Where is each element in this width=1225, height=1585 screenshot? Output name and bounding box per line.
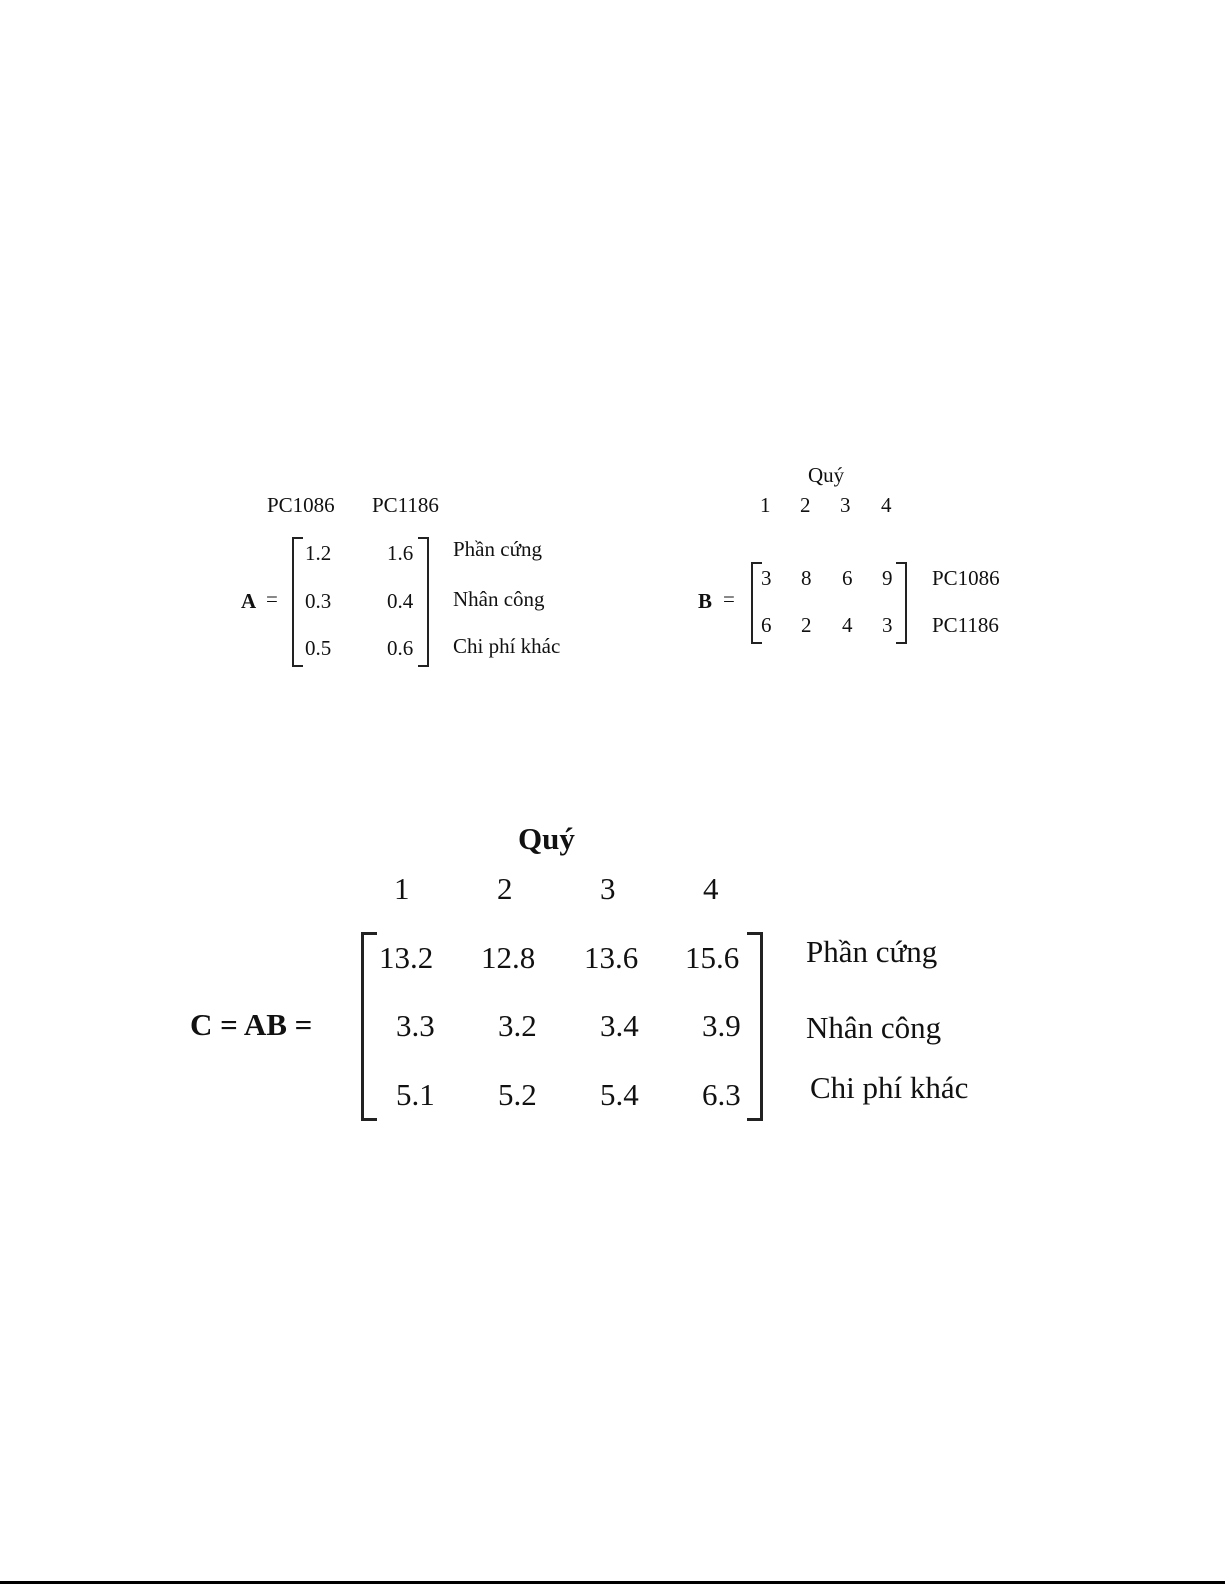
- matrix-b-row-label: PC1186: [932, 613, 999, 637]
- matrix-b-col-header: 3: [840, 493, 851, 517]
- matrix-a-cell: 0.6: [387, 636, 414, 660]
- matrix-c-col-header: 4: [703, 871, 719, 906]
- matrix-c-cell: 3.3: [396, 1008, 435, 1043]
- matrix-c-cell: 6.3: [702, 1077, 741, 1112]
- matrix-b-cell: 6: [842, 566, 853, 590]
- page-bottom-rule: [0, 1581, 1225, 1584]
- matrix-b-row-label: PC1086: [932, 566, 1000, 590]
- matrix-c-col-header: 1: [394, 871, 410, 906]
- matrix-c-row-label: Phần cứng: [806, 934, 938, 969]
- matrix-c-row-label: Chi phí khác: [810, 1070, 969, 1105]
- matrix-a-symbol: A: [241, 589, 257, 613]
- matrix-b-cell: 6: [761, 613, 772, 637]
- matrix-a-left-bracket: [292, 537, 303, 667]
- matrix-c-header-title: Quý: [518, 821, 575, 856]
- matrix-c-cell: 3.4: [600, 1008, 639, 1043]
- matrix-c-equation-lhs: C = AB =: [190, 1007, 313, 1042]
- matrix-c-row-label: Nhân công: [806, 1010, 942, 1045]
- matrix-a-cell: 0.3: [305, 589, 332, 613]
- matrix-b-cell: 4: [842, 613, 853, 637]
- matrix-b-equals: =: [723, 587, 735, 611]
- matrix-b-cell: 3: [882, 613, 893, 637]
- matrix-c-left-bracket: [361, 932, 377, 1121]
- matrix-c-cell: 3.2: [498, 1008, 537, 1043]
- matrix-b-col-header: 2: [800, 493, 811, 517]
- matrix-c-cell: 13.6: [584, 940, 639, 975]
- matrix-c-cell: 13.2: [379, 940, 434, 975]
- matrix-b-cell: 3: [761, 566, 772, 590]
- matrix-b-cell: 8: [801, 566, 812, 590]
- matrix-c-cell: 5.4: [600, 1077, 639, 1112]
- matrix-c-cell: 15.6: [685, 940, 740, 975]
- matrix-b-cell: 9: [882, 566, 893, 590]
- matrix-a-right-bracket: [418, 537, 429, 667]
- matrix-c-col-header: 3: [600, 871, 616, 906]
- matrix-a-cell: 0.4: [387, 589, 414, 613]
- matrix-c-col-header: 2: [497, 871, 513, 906]
- matrix-c-cell: 5.2: [498, 1077, 537, 1112]
- matrix-b-col-header: 4: [881, 493, 892, 517]
- matrix-c-right-bracket: [747, 932, 763, 1121]
- matrix-a-cell: 1.6: [387, 541, 414, 565]
- matrix-b-cell: 2: [801, 613, 812, 637]
- matrix-c-cell: 12.8: [481, 940, 536, 975]
- matrix-a-row-label: Phần cứng: [453, 537, 542, 561]
- matrix-a-cell: 0.5: [305, 636, 332, 660]
- matrix-b-col-header: 1: [760, 493, 771, 517]
- matrix-b-symbol: B: [698, 589, 713, 613]
- matrix-a-cell: 1.2: [305, 541, 332, 565]
- matrix-a-row-label: Chi phí khác: [453, 634, 561, 658]
- matrix-c-cell: 5.1: [396, 1077, 435, 1112]
- matrix-a-equals: =: [266, 587, 278, 611]
- matrix-b-right-bracket: [896, 562, 907, 644]
- matrix-a-col-header: PC1186: [372, 493, 439, 517]
- matrix-c-cell: 3.9: [702, 1008, 741, 1043]
- matrix-a-row-label: Nhân công: [453, 587, 545, 611]
- matrix-b-header-title: Quý: [808, 463, 845, 487]
- matrix-a-col-header: PC1086: [267, 493, 335, 517]
